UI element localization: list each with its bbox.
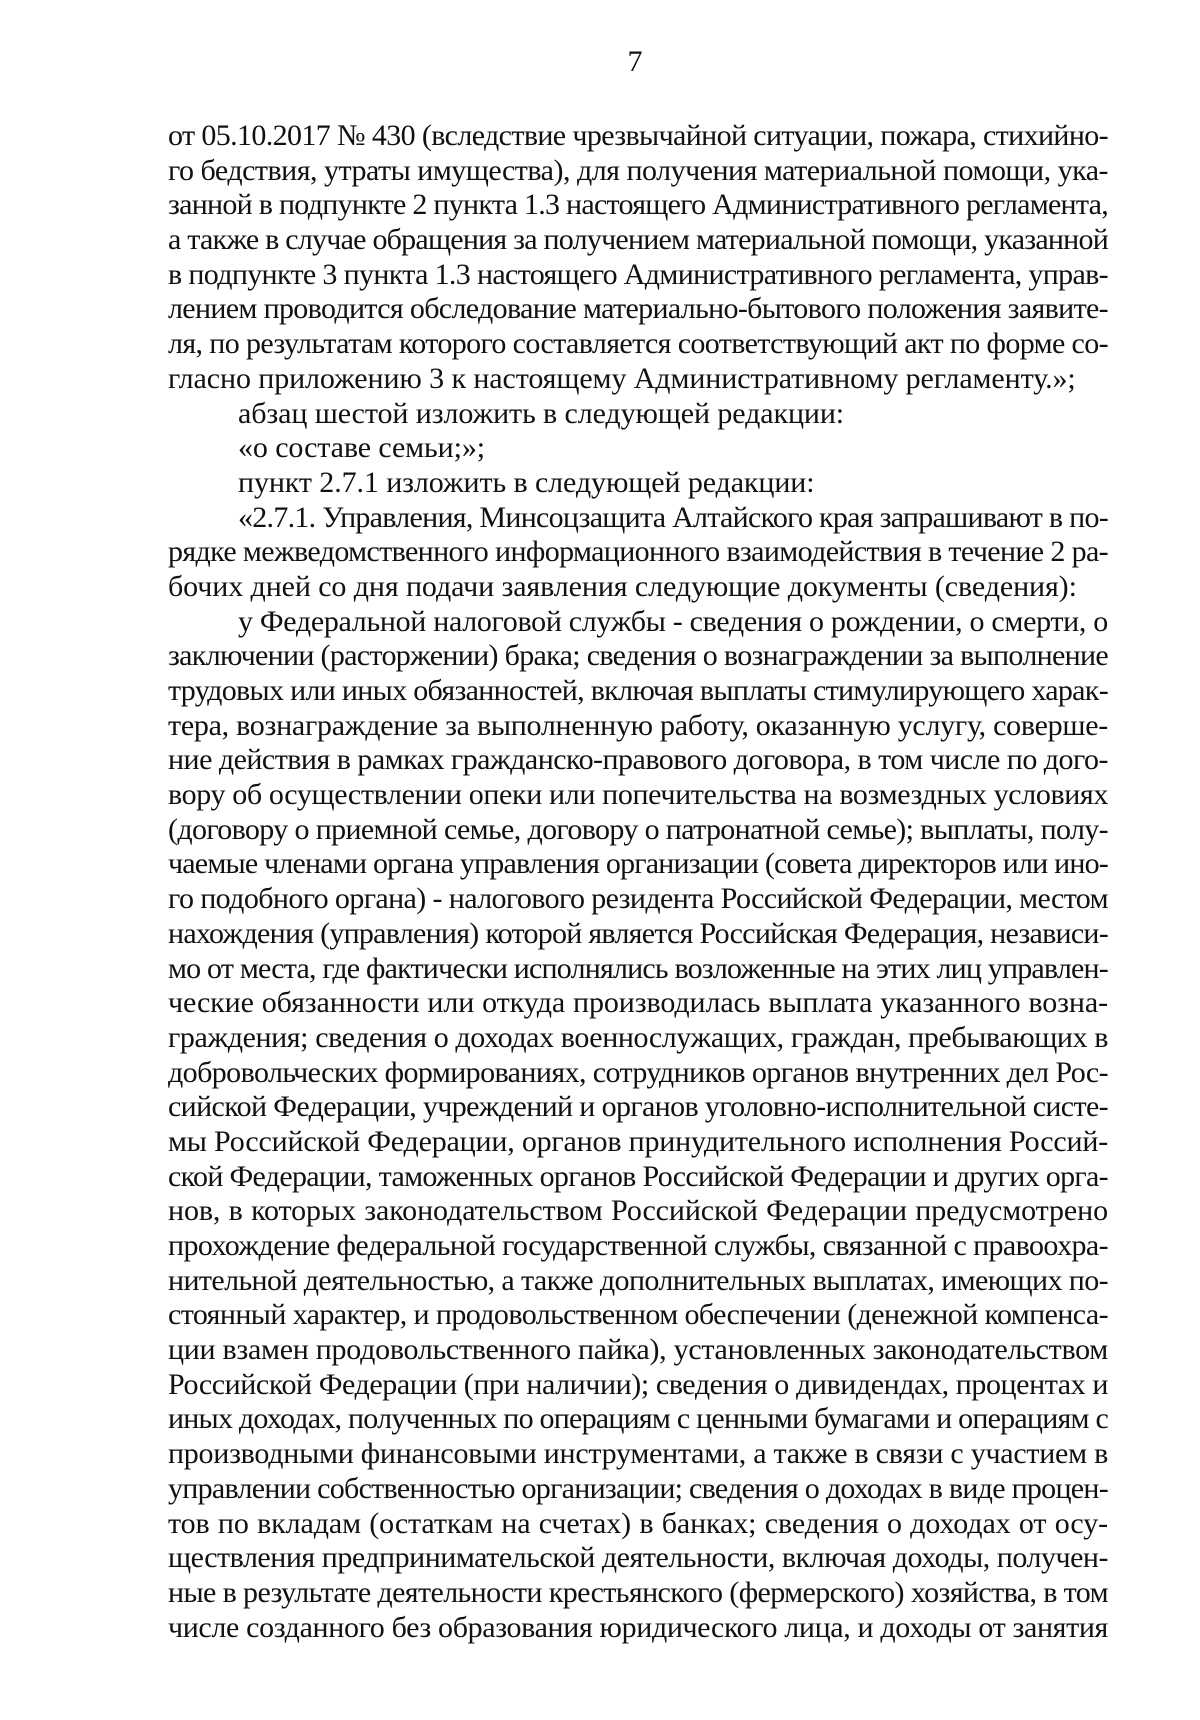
text-line: числе созданного без образования юридического лица, и доходы от занятия [168,1610,1108,1644]
text-line: пункт 2.7.1 изложить в следующей редакции: [238,465,815,499]
text-line: ля, по результатам которого составляется соответствующий акт по форме со- [168,327,1108,361]
text-line: ние действия в рамках гражданско-правового договора, в том числе по дого- [168,743,1108,777]
text-line: ской Федерации, таможенных органов Российской Федерации и других орга- [168,1159,1108,1193]
paragraph [168,431,1108,466]
text-line: Российской Федерации (при наличии); сведения о дивидендах, процентах и [168,1367,1108,1401]
text-line: тера, вознаграждение за выполненную работу, оказанную услугу, соверше- [168,708,1108,742]
text-line: занной в подпункте 2 пункта 1.3 настоящего Административного регламента, [168,188,1108,222]
text-line: производными финансовыми инструментами, а также в связи с участием в [168,1437,1108,1471]
text-line: гласно приложению 3 к настоящему Административному регламенту.»; [168,361,1076,395]
text-line: прохождение федеральной государственной службы, связанной с правоохра- [168,1229,1108,1262]
text-line: абзац шестой изложить в следующей редакции: [238,396,845,430]
text-line: заключении (расторжении) брака; сведения о вознаграждении за выполнение [168,639,1108,673]
text-line: го бедствия, утраты имущества), для получения материальной помощи, ука- [168,153,1108,187]
text-line: а также в случае обращения за получением материальной помощи, указанной [168,223,1108,257]
text-line: от 05.10.2017 № 430 (вследствие чрезвычайной ситуации, пожара, стихийно- [168,119,1108,152]
text-line: «о составе семьи;»; [238,431,485,465]
text-line: у Федеральной налоговой службы - сведения о рождении, о смерти, о [238,604,1108,638]
paragraph [168,466,1108,501]
text-line: тов по вкладам (остаткам на счетах) в банках; сведения о доходах от осу- [168,1506,1108,1540]
text-line: чаемые членами органа управления организации (совета директоров или ино- [168,847,1108,881]
text-line: ные в результате деятельности крестьянского (фермерского) хозяйства, в том [168,1575,1108,1609]
page-number: 7 [627,45,643,78]
text-line: нахождения (управления) которой является Российская Федерация, независи- [168,916,1108,950]
paragraph [168,501,1108,605]
text-line: стоянный характер, и продовольственном обеспечении (денежной компенса- [168,1298,1108,1332]
text-line: мо от места, где фактически исполнялись возложенные на этих лиц управлен- [168,951,1108,985]
text-line: лением проводится обследование материально-бытового положения заявите- [168,292,1108,326]
text-line: в подпункте 3 пункта 1.3 настоящего Административного регламента, управ- [168,257,1108,291]
text-line: «2.7.1. Управления, Минсоцзащита Алтайского края запрашивают в по- [238,500,1108,534]
text-line: бочих дней со дня подачи заявления следующие документы (сведения): [168,569,1077,603]
text-line: граждения; сведения о доходах военнослужащих, граждан, пребывающих в [168,1020,1108,1054]
document-body [168,119,1108,1645]
text-line: управлении собственностью организации; сведения о доходах в виде процен- [168,1471,1108,1505]
text-line: нительной деятельностью, а также дополнительных выплатах, имеющих по- [168,1263,1108,1297]
text-line: мы Российской Федерации, органов принудительного исполнения Россий- [168,1124,1108,1158]
text-line: ции взамен продовольственного пайка), установленных законодательством [168,1333,1108,1367]
paragraph [168,119,1108,397]
paragraph [168,605,1108,1646]
text-line: вору об осуществлении опеки или попечительства на возмездных условиях [168,778,1108,812]
text-line: сийской Федерации, учреждений и органов уголовно-исполнительной систе- [168,1090,1108,1124]
text-line: трудовых или иных обязанностей, включая выплаты стимулирующего харак- [168,674,1108,707]
text-line: нов, в которых законодательством Российской Федерации предусмотрено [168,1194,1108,1228]
text-line: ществления предпринимательской деятельности, включая доходы, получен- [168,1541,1108,1575]
text-line: (договору о приемной семье, договору о патронатной семье); выплаты, полу- [168,812,1108,846]
text-line: го подобного органа) - налогового резидента Российской Федерации, местом [168,882,1108,916]
text-line: добровольческих формированиях, сотрудников органов внутренних дел Рос- [168,1055,1108,1089]
text-line: рядке межведомственного информационного взаимодействия в течение 2 ра- [168,535,1108,569]
text-line: ческие обязанности или откуда производилась выплата указанного возна- [168,986,1108,1020]
text-line: иных доходах, полученных по операциям с ценными бумагами и операциям с [168,1402,1108,1436]
paragraph [168,397,1108,432]
